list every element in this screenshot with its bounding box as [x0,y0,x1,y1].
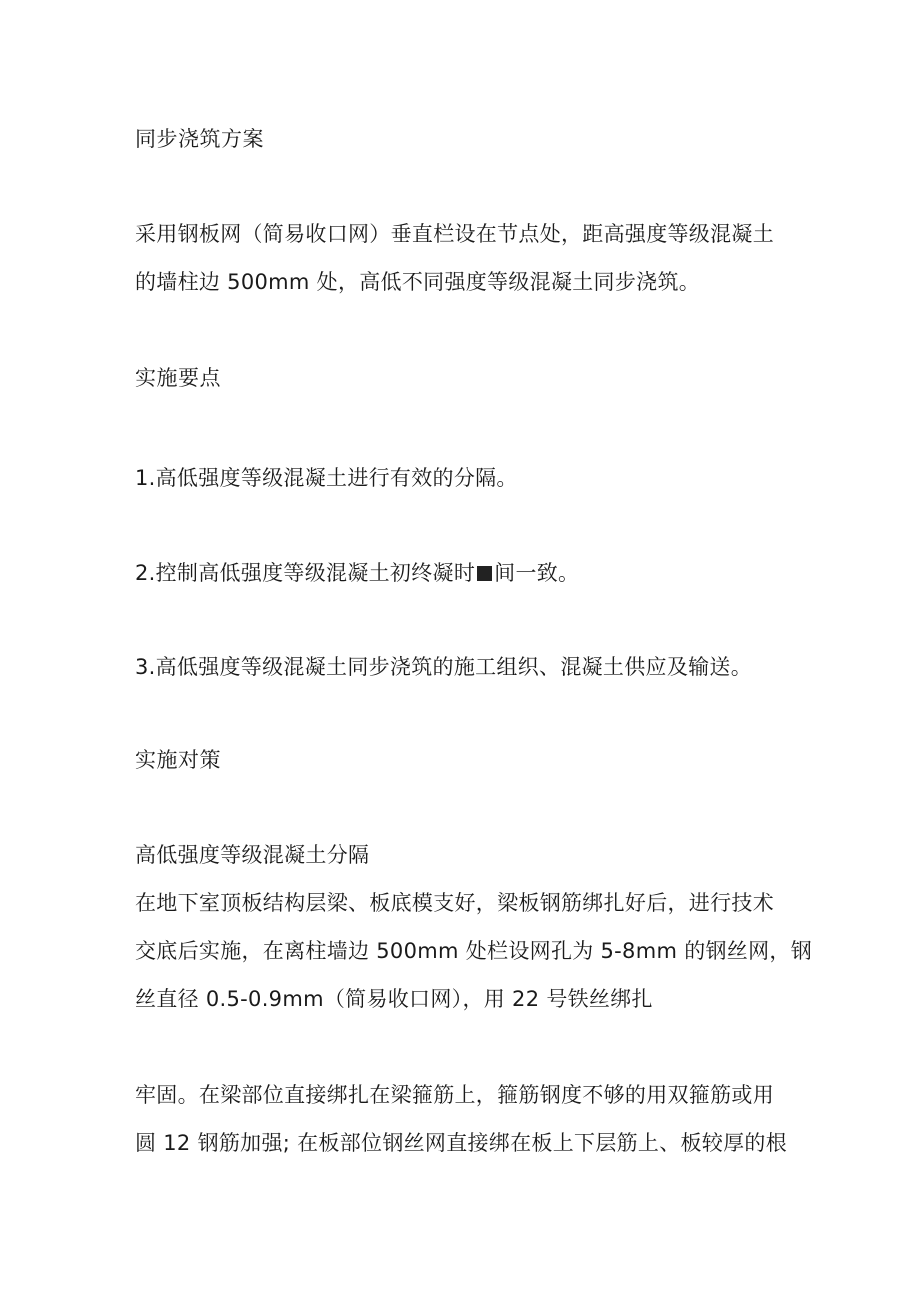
heading-sync-pouring: 同步浇筑方案 [135,127,264,151]
heading-measures: 实施对策 [135,748,221,772]
heading-key-points: 实施要点 [135,366,221,390]
list-item-point-2 [135,558,579,588]
list-item-point-1: 1.高低强度等级混凝土进行有效的分隔。 [135,466,518,490]
point-2-text-start: 2.控制高低强度等级混凝土初终凝时 [135,561,476,585]
paragraph-line: 圆 12 钢筋加强; 在板部位钢丝网直接绑在板上下层筋上、板较厚的根 [135,1131,788,1155]
paragraph-line: 在地下室顶板结构层梁、板底模支好，梁板钢筋绑扎好后，进行技术 [135,891,774,915]
list-item-point-3: 3.高低强度等级混凝土同步浇筑的施工组织、混凝土供应及输送。 [135,655,753,679]
paragraph-line: 采用钢板网（简易收口网）垂直栏设在节点处，距高强度等级混凝土 [135,222,774,246]
subheading-separation: 高低强度等级混凝土分隔 [135,843,370,867]
missing-glyph-box [477,566,492,581]
paragraph-line: 交底后实施，在离柱墙边 500mm 处栏设网孔为 5-8mm 的钢丝网，钢 [135,939,813,963]
point-2-text-end: 间一致。 [494,561,580,585]
paragraph-line: 丝直径 0.5-0.9mm（简易收口网），用 22 号铁丝绑扎 [135,987,653,1011]
paragraph-line: 牢固。在梁部位直接绑扎在梁箍筋上，箍筋钢度不够的用双箍筋或用 [135,1083,774,1107]
paragraph-line: 的墙柱边 500mm 处，高低不同强度等级混凝土同步浇筑。 [135,270,701,294]
